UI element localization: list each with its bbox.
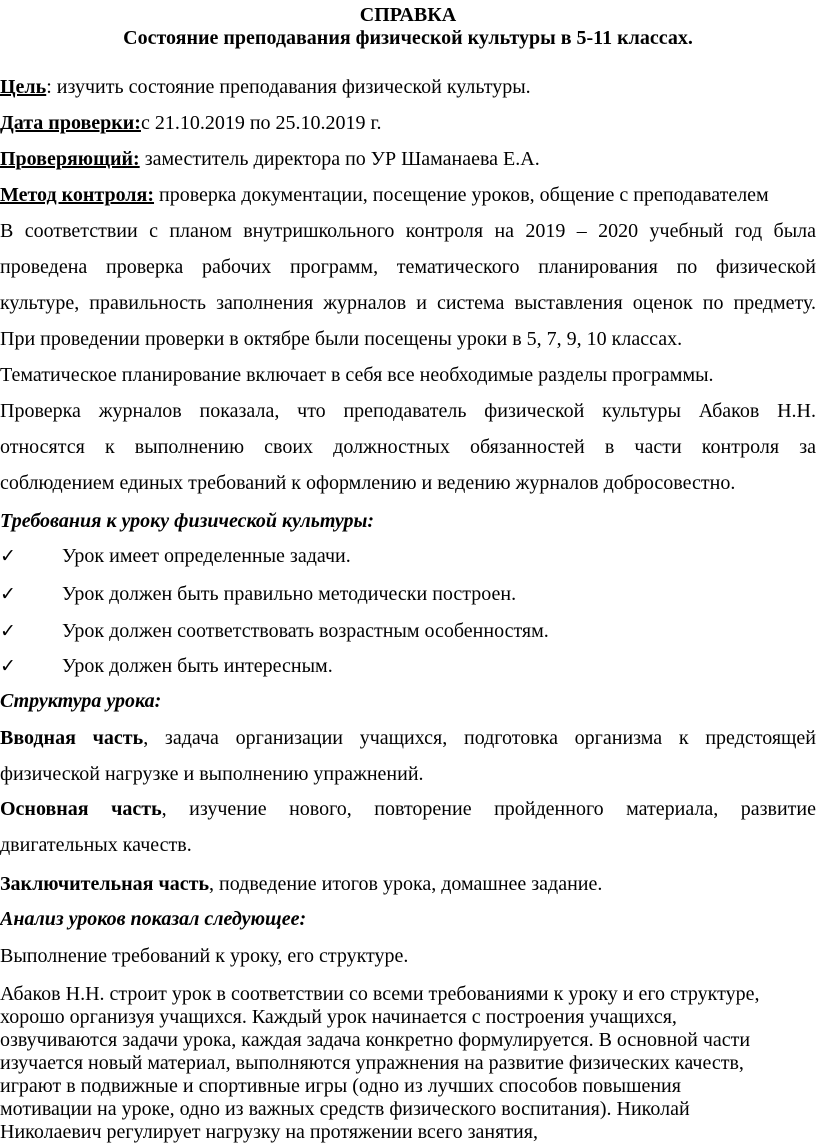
doc-subtitle: Состояние преподавания физической культуры в 5-11 классах. (123, 27, 693, 49)
inspector-line (0, 141, 816, 177)
goal-line (0, 69, 816, 105)
analysis-para-line-3: озвучиваются задачи урока, каждая задача конкретно формулируется. В основной части (0, 1029, 751, 1051)
requirement-item (0, 576, 816, 612)
goal-text: : изучить состояние преподавания физической культуры. (46, 76, 531, 98)
structure-main-line-1 (0, 791, 816, 827)
structure-final-text: , подведение итогов урока, домашнее задание. (209, 873, 603, 895)
checkmark-icon: ✓ (0, 584, 16, 605)
structure-intro-label: Вводная часть (0, 727, 144, 749)
checkmark-icon: ✓ (0, 656, 16, 677)
requirement-text: Урок должен быть интересным. (62, 655, 333, 677)
goal-label: Цель (0, 76, 47, 98)
intro-line-8: соблюдением единых требований к оформлению и ведению журналов добросовестно. (0, 472, 736, 494)
analysis-para-line-4: изучается новый материал, выполняются упражнения на развитие физических качеств, (0, 1052, 744, 1074)
requirements-heading: Требования к уроку физической культуры: (0, 510, 375, 532)
analysis-para-line-7: Николаевич регулирует нагрузку на протяжении всего занятия, (0, 1121, 538, 1143)
intro-line-6: Проверка журналов показала, что преподаватель физической культуры Абаков Н.Н. (0, 400, 816, 422)
checkmark-icon: ✓ (0, 546, 16, 567)
structure-intro-line-2: физической нагрузке и выполнению упражнений. (0, 763, 424, 785)
analysis-para-line-1: Абаков Н.Н. строит урок в соответствии со всеми требованиями к уроку и его структуре, (0, 983, 760, 1005)
inspector-label: Проверяющий: (0, 148, 140, 170)
structure-main-text: , изучение нового, повторение пройденного материала, развитие (161, 798, 816, 820)
structure-main-line-2: двигательных качеств. (0, 834, 192, 856)
method-label: Метод контроля: (0, 184, 155, 206)
date-line (0, 105, 816, 141)
structure-final-label: Заключительная часть (0, 873, 210, 895)
analysis-heading: Анализ уроков показал следующее: (0, 908, 307, 930)
requirement-text: Урок должен быть правильно методически построен. (62, 583, 517, 605)
date-text: с 21.10.2019 по 25.10.2019 г. (140, 112, 382, 134)
analysis-line: Выполнение требований к уроку, его структуре. (0, 945, 409, 967)
structure-intro-line-1 (0, 720, 816, 756)
analysis-para-line-6: мотивации на уроке, одно из важных средств физического воспитания). Николай (0, 1098, 690, 1120)
structure-intro-text: , задача организации учащихся, подготовка организма к предстоящей (143, 727, 816, 749)
intro-line-7: относятся к выполнению своих должностных обязанностей в части контроля за (0, 436, 816, 458)
requirement-item (0, 613, 816, 649)
doc-title: СПРАВКА (359, 4, 457, 26)
intro-line-2: проведена проверка рабочих программ, тематического планирования по физической (0, 256, 816, 278)
structure-main-label: Основная часть (0, 798, 162, 820)
structure-heading: Структура урока: (0, 690, 162, 712)
inspector-text: заместитель директора по УР Шаманаева Е.А. (139, 148, 540, 170)
analysis-para-line-5: играют в подвижные и спортивные игры (одно из лучших способов повышения (0, 1075, 681, 1097)
requirement-item (0, 538, 816, 574)
checkmark-icon: ✓ (0, 621, 16, 642)
requirement-item (0, 648, 816, 684)
analysis-para-line-2: хорошо организуя учащихся. Каждый урок начинается с построения учащихся, (0, 1006, 677, 1028)
requirement-text: Урок имеет определенные задачи. (62, 545, 351, 567)
intro-line-1: В соответствии с планом внутришкольного контроля на 2019 – 2020 учебный год была (0, 220, 816, 242)
intro-line-3: культуре, правильность заполнения журналов и система выставления оценок по предмету. (0, 292, 816, 314)
requirement-text: Урок должен соответствовать возрастным особенностям. (62, 620, 549, 642)
intro-line-4: При проведении проверки в октябре были посещены уроки в 5, 7, 9, 10 классах. (0, 328, 683, 350)
method-text: проверка документации, посещение уроков, общение с преподавателем (154, 184, 769, 206)
structure-final-line (0, 866, 816, 902)
date-label: Дата проверки: (0, 112, 141, 134)
method-line (0, 177, 816, 213)
intro-line-5: Тематическое планирование включает в себя все необходимые разделы программы. (0, 364, 714, 386)
